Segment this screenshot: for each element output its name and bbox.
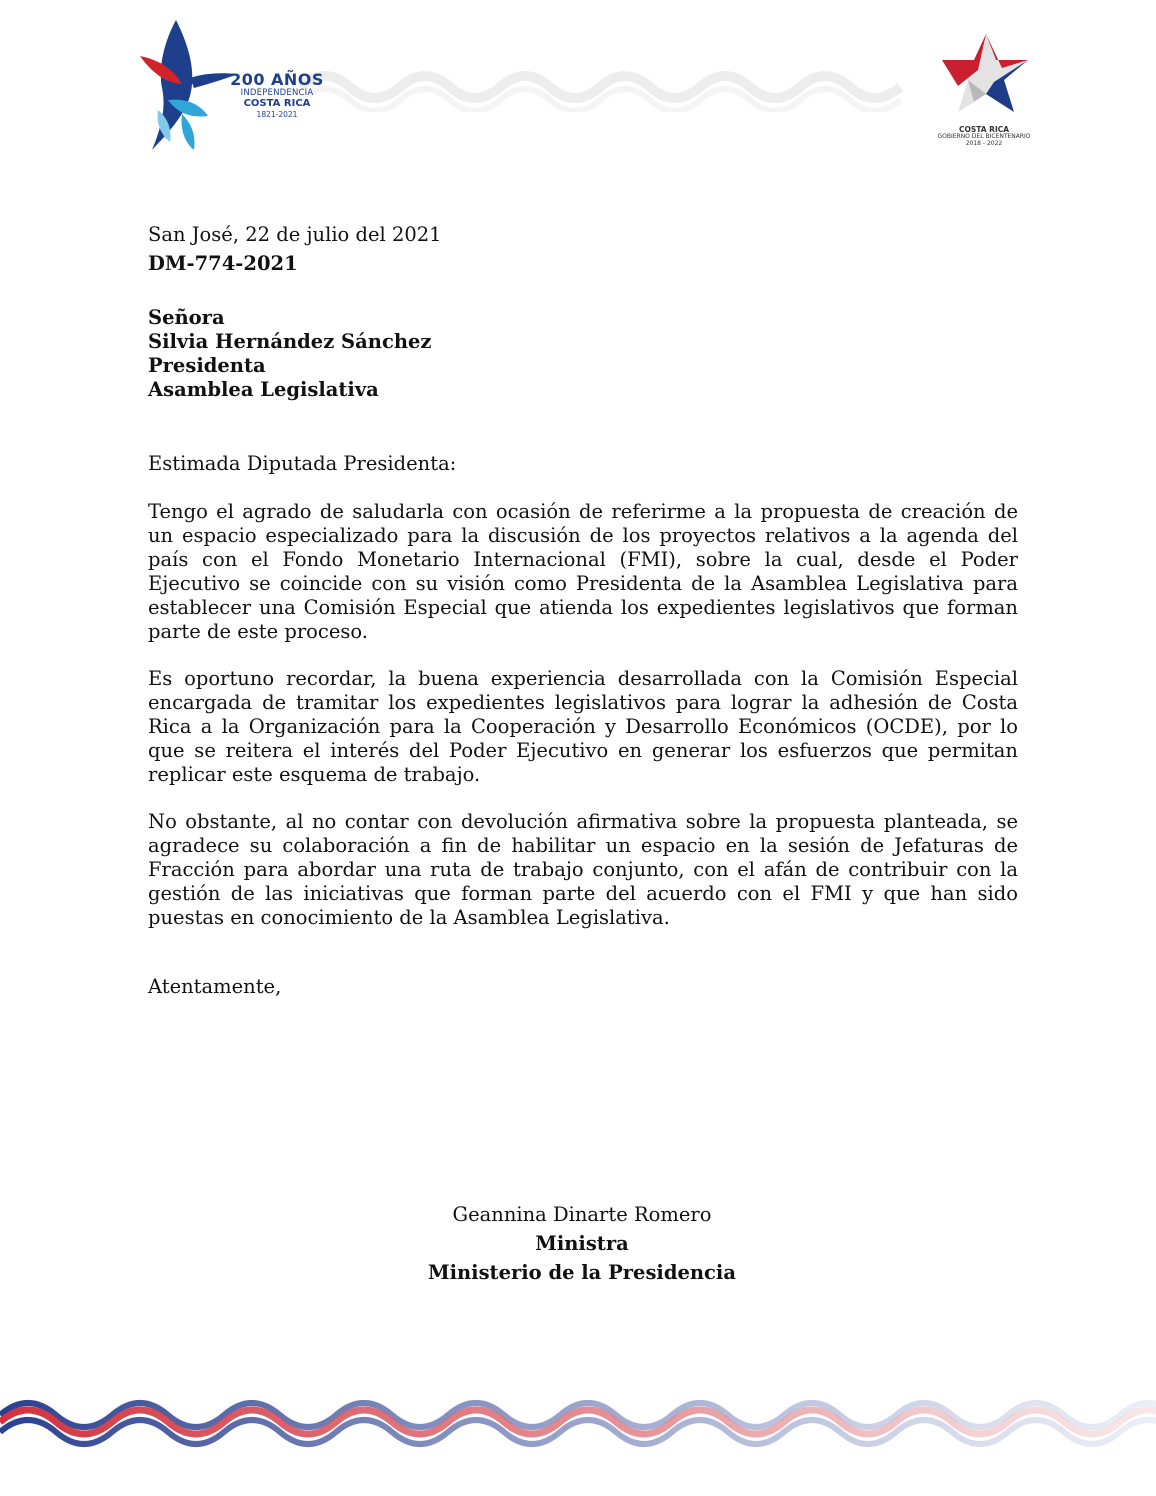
signer-title: Ministra	[535, 1232, 629, 1255]
recipient-institution: Asamblea Legislativa	[148, 378, 379, 401]
bicentennial-logo	[138, 18, 338, 154]
paragraph: Es oportuno recordar, la buena experiencia desarrollada con la Comisión Especial encargada de tramitar los expedientes legislativos para lograr la adhesión de Costa Rica a la Organización para la Cooperación y Desarrollo Económicos (OCDE), por lo que se reitera el interés del Poder Ejecutivo en generar los esfuerzos que permitan replicar este esquema de trabajo.	[148, 667, 1018, 786]
letterhead	[0, 0, 1156, 200]
recipient-position: Presidenta	[148, 354, 266, 377]
logo-line2: INDEPENDENCIA	[240, 88, 314, 98]
gov-logo-line1: COSTA RICA	[958, 125, 1010, 134]
gov-logo-line3: 2018 - 2022	[965, 139, 1003, 147]
recipient-salutation: Señora	[148, 306, 225, 329]
recipient-block	[148, 306, 1018, 402]
letter-body	[148, 223, 1018, 999]
footer-wave-decoration	[0, 1392, 1156, 1452]
recipient-name: Silvia Hernández Sánchez	[148, 330, 432, 353]
header-wave-decoration	[300, 62, 920, 112]
greeting: Estimada Diputada Presidenta:	[148, 452, 457, 475]
signer-name: Geannina Dinarte Romero	[452, 1203, 712, 1226]
bicentennial-logo-text	[228, 72, 326, 118]
paragraph: Tengo el agrado de saludarla con ocasión de referirme a la propuesta de creación de un espacio especializado para la discusión de los proyectos relativos a la agenda del país con el Fondo Monetario Internacional (FMI), sobre la cual, desde el Poder Ejecutivo se coincide con su visión como Presidenta de la Asamblea Legislativa para establecer una Comisión Especial que atienda los expedientes legislativos que forman parte de este proceso.	[148, 500, 1018, 643]
logo-years: 1821-2021	[256, 109, 298, 119]
closing: Atentamente,	[148, 975, 282, 998]
signer-ministry: Ministerio de la Presidencia	[428, 1261, 736, 1284]
signature-block	[382, 1200, 782, 1287]
star-emblem-icon	[924, 30, 1044, 125]
place-date: San José, 22 de julio del 2021	[148, 223, 442, 246]
paragraph: No obstante, al no contar con devolución afirmativa sobre la propuesta planteada, se agradece su colaboración a fin de habilitar un espacio en la sesión de Jefaturas de Fracción para abordar una ruta de trabajo conjunto, con el afán de contribuir con la gestión de las iniciativas que forman parte del acuerdo con el FMI y que han sido puestas en conocimiento de la Asamblea Legislativa.	[148, 810, 1018, 929]
reference-number: DM-774-2021	[148, 252, 298, 275]
logo-title: 200 AÑOS	[230, 70, 324, 89]
gov-logo-line2: GOBIERNO DEL BICENTENARIO	[937, 133, 1031, 141]
logo-line3: COSTA RICA	[243, 97, 311, 109]
government-logo	[924, 30, 1044, 170]
government-logo-text	[924, 126, 1044, 147]
